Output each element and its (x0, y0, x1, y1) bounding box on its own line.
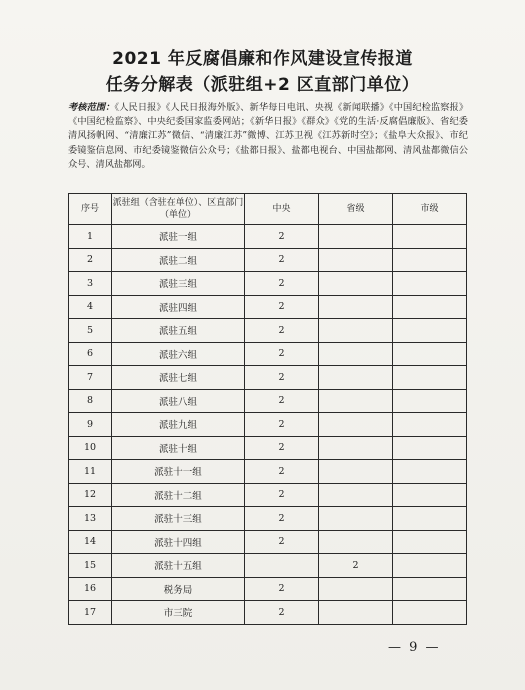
page-number: — 9 — (388, 640, 441, 655)
seq-cell: 11 (69, 460, 112, 484)
provincial-cell (319, 366, 393, 390)
table-row (69, 366, 467, 390)
city-cell (393, 413, 467, 437)
unit-cell: 派驻三组 (112, 272, 245, 296)
provincial-cell (319, 577, 393, 601)
provincial-cell: 2 (319, 554, 393, 578)
city-cell (393, 366, 467, 390)
central-cell: 2 (245, 272, 319, 296)
document-title-line-1: 2021 年反腐倡廉和作风建设宣传报道 (112, 49, 413, 69)
provincial-cell (319, 413, 393, 437)
table-header-row (69, 194, 467, 225)
unit-cell: 派驻四组 (112, 295, 245, 319)
unit-cell: 派驻十四组 (112, 530, 245, 554)
seq-cell: 3 (69, 272, 112, 296)
central-cell: 2 (245, 413, 319, 437)
city-cell (393, 295, 467, 319)
city-cell (393, 577, 467, 601)
seq-cell: 5 (69, 319, 112, 343)
central-cell: 2 (245, 295, 319, 319)
unit-cell: 派驻一组 (112, 225, 245, 249)
city-cell (393, 554, 467, 578)
provincial-cell (319, 507, 393, 531)
header-unit: 派驻组（含驻在单位）、区直部门（单位） (112, 194, 245, 225)
table-row (69, 319, 467, 343)
seq-cell: 9 (69, 413, 112, 437)
central-cell: 2 (245, 577, 319, 601)
provincial-cell (319, 319, 393, 343)
central-cell: 2 (245, 225, 319, 249)
assessment-scope-text: 《人民日报》《人民日报海外版》、新华每日电讯、央视《新闻联播》《中国纪检监察报》《中国纪检监察》、中央纪委国家监委网站；《新华日报》《群众》《党的生活·反腐倡廉版》、省纪委清风扬帆网、“清廉江苏”微信、“清廉江苏”微博、江苏卫视《江苏新时空》；《盐阜大众报》、市纪委镜鉴信息网、市纪委镜鉴微信公众号；《盐都日报》、盐都电视台、中国盐都网、清风盐都微信公众号、清风盐都网。 (68, 102, 469, 170)
unit-cell: 派驻八组 (112, 389, 245, 413)
seq-cell: 4 (69, 295, 112, 319)
provincial-cell (319, 295, 393, 319)
seq-cell: 2 (69, 248, 112, 272)
table-row (69, 389, 467, 413)
central-cell: 2 (245, 366, 319, 390)
seq-cell: 15 (69, 554, 112, 578)
unit-cell: 派驻二组 (112, 248, 245, 272)
table-row (69, 530, 467, 554)
header-provincial: 省级 (319, 194, 393, 225)
table-row (69, 577, 467, 601)
city-cell (393, 342, 467, 366)
table-row (69, 248, 467, 272)
assessment-scope (68, 101, 468, 172)
document-title-line-2: 任务分解表（派驻组+2 区直部门单位） (105, 75, 420, 95)
central-cell: 2 (245, 436, 319, 460)
provincial-cell (319, 530, 393, 554)
city-cell (393, 225, 467, 249)
central-cell: 2 (245, 460, 319, 484)
unit-cell: 税务局 (112, 577, 245, 601)
task-table (68, 193, 467, 625)
unit-cell: 派驻十三组 (112, 507, 245, 531)
table-row (69, 436, 467, 460)
unit-cell: 派驻十二组 (112, 483, 245, 507)
central-cell: 2 (245, 248, 319, 272)
seq-cell: 6 (69, 342, 112, 366)
city-cell (393, 483, 467, 507)
city-cell (393, 436, 467, 460)
provincial-cell (319, 225, 393, 249)
central-cell: 2 (245, 342, 319, 366)
provincial-cell (319, 460, 393, 484)
assessment-scope-label: 考核范围： (68, 102, 115, 113)
table-row (69, 460, 467, 484)
header-central: 中央 (245, 194, 319, 225)
unit-cell: 派驻五组 (112, 319, 245, 343)
central-cell: 2 (245, 389, 319, 413)
header-seq: 序号 (69, 194, 112, 225)
unit-cell: 派驻十组 (112, 436, 245, 460)
central-cell (245, 554, 319, 578)
provincial-cell (319, 342, 393, 366)
central-cell: 2 (245, 319, 319, 343)
city-cell (393, 389, 467, 413)
seq-cell: 8 (69, 389, 112, 413)
table-row (69, 554, 467, 578)
provincial-cell (319, 601, 393, 625)
table-row (69, 601, 467, 625)
unit-cell: 派驻十一组 (112, 460, 245, 484)
provincial-cell (319, 483, 393, 507)
central-cell: 2 (245, 483, 319, 507)
city-cell (393, 530, 467, 554)
unit-cell: 派驻七组 (112, 366, 245, 390)
city-cell (393, 272, 467, 296)
table-row (69, 295, 467, 319)
seq-cell: 10 (69, 436, 112, 460)
seq-cell: 7 (69, 366, 112, 390)
provincial-cell (319, 436, 393, 460)
table-body (69, 225, 467, 625)
seq-cell: 12 (69, 483, 112, 507)
unit-cell: 派驻十五组 (112, 554, 245, 578)
seq-cell: 14 (69, 530, 112, 554)
provincial-cell (319, 389, 393, 413)
seq-cell: 16 (69, 577, 112, 601)
table-row (69, 272, 467, 296)
central-cell: 2 (245, 601, 319, 625)
city-cell (393, 248, 467, 272)
central-cell: 2 (245, 530, 319, 554)
city-cell (393, 507, 467, 531)
unit-cell: 市三院 (112, 601, 245, 625)
city-cell (393, 601, 467, 625)
city-cell (393, 319, 467, 343)
central-cell: 2 (245, 507, 319, 531)
seq-cell: 13 (69, 507, 112, 531)
table-row (69, 507, 467, 531)
provincial-cell (319, 272, 393, 296)
unit-cell: 派驻六组 (112, 342, 245, 366)
city-cell (393, 460, 467, 484)
seq-cell: 1 (69, 225, 112, 249)
table-row (69, 483, 467, 507)
table-row (69, 342, 467, 366)
unit-cell: 派驻九组 (112, 413, 245, 437)
table-row (69, 413, 467, 437)
provincial-cell (319, 248, 393, 272)
header-city: 市级 (393, 194, 467, 225)
seq-cell: 17 (69, 601, 112, 625)
table-row (69, 225, 467, 249)
